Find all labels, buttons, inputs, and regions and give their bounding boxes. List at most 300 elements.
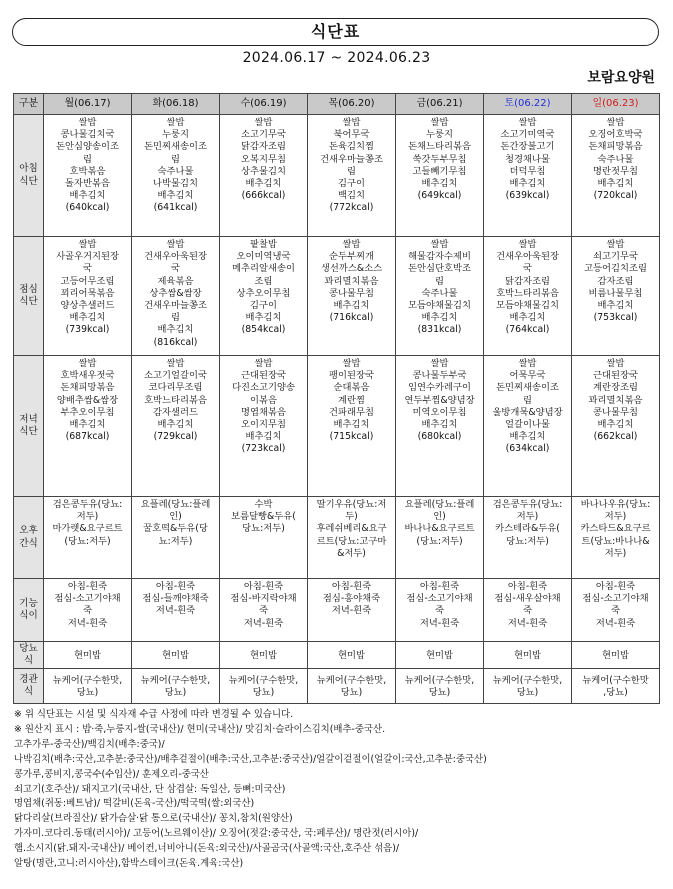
row-label-line: 식단: [19, 296, 38, 307]
menu-item: 돈채피망볶음: [588, 141, 643, 153]
menu-item: 울방개묵&양념장: [492, 406, 563, 418]
menu-item: 꾀리어묵볶음: [60, 287, 115, 299]
menu-item: 김구이: [338, 178, 365, 190]
menu-item: 검은콩두유(당뇨:: [52, 499, 123, 510]
menu-item: 배추김치: [333, 419, 370, 431]
menu-item: 아침-흰죽: [507, 581, 548, 592]
menu-item: 죽: [259, 605, 268, 617]
menu-item: 딸기우유(당뇨:저: [316, 499, 387, 510]
menu-item: 명란젓무침: [593, 165, 638, 177]
menu-item: 점심-소고기야채: [406, 593, 473, 605]
note-line: 쇠고기(호주산)/ 돼지고기(국내산, 단 삼겹살: 독일산, 등뼈:미국산): [14, 783, 286, 795]
day-header-tue: 화(06.18): [132, 94, 220, 115]
menu-item: 숙주나물: [597, 153, 634, 165]
menu-item: 쑥갓두부무침: [412, 153, 467, 165]
menu-item: 숙주나물: [421, 287, 458, 299]
menu-item: 뉴케어(구수한맛,: [316, 674, 387, 686]
menu-item: (729kcal): [153, 431, 198, 443]
menu-item: ,당뇨): [603, 687, 628, 698]
menu-item: 팽이된장국: [329, 370, 374, 382]
menu-cell: [308, 642, 396, 669]
menu-item: 감자샐러드: [153, 406, 198, 418]
menu-item: (662kcal): [593, 431, 638, 443]
row-label-line: 간식: [19, 537, 38, 549]
menu-item: 쌀밥: [518, 239, 537, 250]
menu-item: 마가렛&요구르트: [52, 523, 123, 535]
menu-cell: [396, 115, 484, 237]
menu-item: 양상추샐러드: [60, 300, 115, 312]
menu-item: (640kcal): [65, 202, 110, 214]
table-body: [14, 115, 660, 704]
menu-item: 점심-소고기야채: [582, 593, 649, 605]
menu-item: 현미밥: [162, 649, 189, 661]
menu-item: 다진소고기양송: [232, 382, 295, 394]
menu-cell: [44, 115, 132, 237]
row-label-line: 기능: [19, 597, 38, 609]
menu-cell: [308, 356, 396, 497]
menu-item: 배추김치: [509, 431, 546, 443]
menu-item: 저두): [76, 511, 99, 523]
menu-cell: [308, 115, 396, 237]
menu-item: 배추김치: [509, 312, 546, 324]
day-header-thu: 목(06.20): [308, 94, 396, 115]
menu-item: 아침-흰죽: [331, 581, 372, 592]
menu-item: 꽈리멸치볶음: [588, 394, 643, 406]
note-line: 콩가루,콩비지,콩국수(수입산)/ 훈제오리-중국산: [14, 768, 209, 780]
menu-cell: [132, 237, 220, 356]
menu-item: (723kcal): [241, 443, 286, 455]
menu-item: 돈안심단호박조: [408, 263, 471, 275]
note-line: 가자미.코다리.동태(러시아)/ 고등어(노르웨이산)/ 오징어(젓갈:중국산, 국:페루산)/ 명란젓(러시아)/: [14, 828, 419, 840]
menu-item: (680kcal): [417, 431, 462, 443]
menu-item: 계란찜: [338, 394, 365, 406]
menu-item: 쌀밥: [518, 117, 537, 128]
menu-item: 쌀밥: [430, 358, 449, 369]
menu-item: &저두): [337, 547, 366, 559]
menu-cell: [132, 669, 220, 704]
menu-item: 쌀밥: [342, 239, 361, 250]
menu-cell: [484, 115, 572, 237]
menu-item: 돈민찌새송이조: [144, 141, 207, 153]
menu-item: 당뇨): [340, 687, 363, 698]
menu-cell: [308, 579, 396, 642]
menu-item: 림: [523, 394, 532, 406]
menu-item: 아침-흰죽: [243, 581, 284, 592]
menu-item: 제육볶음: [157, 275, 194, 287]
menu-item: (854kcal): [241, 324, 286, 336]
menu-item: 뉴케어(구수한맛,: [404, 674, 475, 686]
menu-item: 소고기무국: [241, 129, 286, 141]
menu-item: 바나나&요구르트: [404, 523, 475, 535]
menu-item: 숙주나물: [157, 165, 194, 177]
menu-item: 배추김치: [245, 312, 282, 324]
menu-cell: [132, 642, 220, 669]
menu-cell: [396, 642, 484, 669]
row-label-line: 식: [23, 686, 34, 697]
menu-item: 현미밥: [426, 649, 453, 661]
table-row-dinner: [14, 356, 660, 497]
menu-item: (715kcal): [329, 431, 374, 443]
menu-cell: [484, 669, 572, 704]
menu-item: 콩나물무침: [329, 287, 374, 299]
corner-header: 구분: [14, 94, 44, 115]
menu-cell: [220, 237, 308, 356]
menu-item: 쌀밥: [606, 358, 625, 369]
menu-item: 배추김치: [69, 419, 106, 431]
menu-cell: [44, 642, 132, 669]
menu-item: 현미밥: [602, 649, 629, 661]
menu-item: 미역오이무침: [412, 406, 467, 418]
menu-item: 돈채느타리볶음: [408, 141, 471, 153]
menu-item: 인): [433, 511, 446, 523]
menu-item: 당뇨): [164, 687, 187, 698]
menu-item: 돌자반볶음: [65, 178, 110, 190]
menu-cell: [132, 115, 220, 237]
menu-item: (687kcal): [65, 431, 110, 443]
menu-cell: [132, 356, 220, 497]
table-row-diabetic-diet: [14, 642, 660, 669]
menu-item: 뉴케어(구수한맛: [582, 674, 649, 686]
menu-cell: [308, 497, 396, 579]
menu-item: 비름나물무침: [588, 287, 643, 299]
menu-cell: [220, 497, 308, 579]
menu-item: 쌀밥: [430, 117, 449, 128]
menu-item: 근대된장국: [593, 370, 638, 382]
menu-item: 저두): [516, 511, 539, 523]
menu-item: 배추김치: [69, 312, 106, 324]
menu-item: 건새우마늘쫑조: [144, 300, 207, 312]
menu-item: (831kcal): [417, 324, 462, 336]
menu-item: 고등어김치조림: [584, 263, 647, 275]
menu-item: 소고기얼갈이국: [144, 370, 207, 382]
menu-item: 조림: [254, 275, 273, 287]
menu-item: (816kcal): [153, 336, 198, 348]
menu-item: (753kcal): [593, 312, 638, 324]
menu-item: 닭감자조림: [241, 141, 286, 153]
menu-item: 저두): [604, 547, 627, 559]
menu-cell: [396, 497, 484, 579]
menu-item: 건새우아욱된장: [496, 251, 559, 263]
table-header: [14, 94, 660, 115]
menu-item: 더덕무침: [509, 165, 546, 177]
menu-item: (764kcal): [505, 324, 550, 336]
menu-item: (당뇨:저두): [416, 535, 463, 547]
row-label-line: 식: [23, 655, 34, 666]
menu-cell: [572, 237, 660, 356]
menu-item: 당뇨): [252, 687, 275, 698]
menu-item: 림: [171, 153, 180, 165]
note-line: ※ 위 식단표는 시설 및 식자재 수급 사정에 따라 변경될 수 있습니다.: [14, 709, 294, 720]
menu-item: 인): [169, 511, 182, 523]
menu-item: 양배추쌈&쌈장: [56, 394, 119, 406]
menu-cell: [132, 497, 220, 579]
menu-title-box: [12, 18, 659, 46]
menu-item: 죽: [83, 605, 92, 617]
menu-item: 오복지무침: [241, 153, 286, 165]
menu-item: 사골우거지된장: [56, 251, 119, 263]
menu-item: (720kcal): [593, 190, 638, 202]
menu-item: 두): [345, 511, 358, 523]
menu-item: 트(당뇨:바나나&: [581, 535, 650, 547]
menu-item: 당뇨): [428, 687, 451, 698]
menu-item: 콩나물무침: [593, 406, 638, 418]
menu-cell: [308, 669, 396, 704]
menu-item: 현미밥: [514, 649, 541, 661]
menu-item: 저녁-흰죽: [419, 617, 460, 629]
row-label-tube-feeding: [14, 669, 44, 704]
menu-item: 배추김치: [69, 190, 106, 202]
day-header-sun: 일(06.23): [572, 94, 660, 115]
menu-item: 저녁-흰죽: [595, 617, 636, 629]
menu-item: 호박느타리볶음: [496, 287, 559, 299]
menu-cell: [308, 237, 396, 356]
menu-item: 고들빼기무침: [412, 165, 467, 177]
menu-item: 쌀밥: [166, 239, 185, 250]
menu-item: 쌀밥: [78, 358, 97, 369]
menu-item: 닭감자조림: [505, 275, 550, 287]
menu-item: 쌀밥: [254, 117, 273, 128]
menu-item: 상추물김치: [241, 165, 286, 177]
menu-item: (739kcal): [65, 324, 110, 336]
menu-item: 당뇨:저두): [242, 523, 285, 535]
menu-item: 현미밥: [338, 649, 365, 661]
table-row-breakfast: [14, 115, 660, 237]
menu-item: 국: [83, 263, 92, 275]
menu-item: 계란장조림: [593, 382, 638, 394]
note-line: 고추가루-중국산)/백김치(배추:중국)/: [14, 738, 165, 750]
menu-cell: [132, 579, 220, 642]
menu-item: 아침-흰죽: [419, 581, 460, 592]
row-label-line: 아침: [19, 163, 38, 175]
menu-cell: [396, 669, 484, 704]
menu-item: 뉴케어(구수한맛,: [492, 674, 563, 686]
menu-item: 호박느타리볶음: [144, 394, 207, 406]
menu-cell: [484, 497, 572, 579]
menu-item: 순대볶음: [333, 382, 370, 394]
row-label-line: 경관: [19, 673, 38, 685]
menu-item: (634kcal): [505, 443, 550, 455]
table-row-lunch: [14, 237, 660, 356]
menu-item: 뉴케어(구수한맛,: [140, 674, 211, 686]
menu-item: 모듬야채물김치: [408, 300, 471, 312]
menu-cell: [220, 115, 308, 237]
menu-cell: [484, 356, 572, 497]
menu-item: 소고기미역국: [500, 129, 555, 141]
menu-item: (649kcal): [417, 190, 462, 202]
header-row: [14, 94, 660, 115]
menu-cell: [572, 356, 660, 497]
menu-item: 배추김치: [245, 178, 282, 190]
menu-cell: [220, 669, 308, 704]
menu-item: 점심-바지락야채: [230, 593, 297, 605]
row-label-line: 식단: [19, 175, 38, 187]
menu-item: 림: [171, 312, 180, 324]
menu-item: 나박물김치: [153, 178, 198, 190]
menu-cell: [396, 579, 484, 642]
day-header-fri: 금(06.21): [396, 94, 484, 115]
menu-item: 팥찰밥: [250, 239, 277, 250]
menu-item: 쌀밥: [166, 358, 185, 369]
row-label-lunch: [14, 237, 44, 356]
table-row-tube-feeding: [14, 669, 660, 704]
menu-item: 쌀밥: [518, 358, 537, 369]
menu-cell: [44, 237, 132, 356]
menu-item: 쌀밥: [166, 117, 185, 128]
menu-item: 점심-들깨야채죽: [142, 593, 209, 605]
menu-item: 현미밥: [250, 649, 277, 661]
menu-item: 저녁-흰죽: [155, 605, 196, 617]
menu-cell: [44, 669, 132, 704]
menu-item: 꿀호떡&두유(당: [143, 523, 208, 535]
menu-item: 카스테라&두유(: [495, 523, 560, 535]
menu-cell: [572, 579, 660, 642]
menu-item: 쌀밥: [78, 117, 97, 128]
menu-item: 바나나우유(당뇨:: [580, 499, 651, 510]
menu-item: 죽: [523, 605, 532, 617]
menu-item: 뉴케어(구수한맛,: [52, 674, 123, 686]
row-label-line: 저녁: [19, 413, 38, 425]
menu-item: 김구이: [250, 300, 277, 312]
menu-item: 생선까스&소스: [320, 263, 383, 275]
menu-cell: [220, 579, 308, 642]
menu-item: 청경채나물: [505, 153, 550, 165]
menu-item: 근대된장국: [241, 370, 286, 382]
menu-item: 호박볶음: [69, 165, 106, 177]
menu-item: 죽: [435, 605, 444, 617]
menu-item: 배추김치: [421, 312, 458, 324]
menu-item: 건새우마늘쫑조: [320, 153, 383, 165]
row-label-line: 식단: [19, 426, 38, 437]
organization-name: 보람요양원: [587, 70, 655, 86]
menu-item: 순두부찌개: [329, 251, 374, 263]
menu-item: 북어무국: [333, 129, 370, 141]
menu-item: 뉴케어(구수한맛,: [228, 674, 299, 686]
note-line: 햄.소시지(닭.돼지-국내산)/ 베이컨,너비아니(돈육:외국산)/사골곰국(사골액:국산,호주산 섞음)/: [14, 843, 400, 855]
menu-item: 누룽지: [426, 129, 453, 141]
menu-item: 상추오이무침: [236, 287, 291, 299]
row-label-line: 점심: [19, 283, 38, 295]
menu-item: 코다리무조림: [148, 382, 203, 394]
menu-item: 꽈리멸치볶음: [324, 275, 379, 287]
menu-cell: [572, 642, 660, 669]
menu-item: 배추김치: [245, 431, 282, 443]
menu-item: 저녁-흰죽: [507, 617, 548, 629]
menu-item: 수박: [254, 499, 273, 510]
menu-item: 국: [171, 263, 180, 275]
note-line: ※ 원산지 표시 : 밥·죽,누룽지-쌀(국내산)/ 현미(국내산)/ 맛김치·슬라이스김치(배추-중국산.: [14, 723, 386, 735]
menu-item: 감자조림: [597, 275, 634, 287]
menu-item: 카스타드&요구르: [580, 523, 651, 535]
menu-item: 점심-소고기야채: [54, 593, 121, 605]
menu-item: 요플레(당뇨:플레: [404, 499, 475, 510]
menu-item: (716kcal): [329, 312, 374, 324]
menu-cell: [572, 115, 660, 237]
menu-item: 상추쌈&쌈장: [149, 287, 202, 299]
menu-item: 림: [347, 165, 356, 177]
menu-item: 쌀밥: [606, 117, 625, 128]
menu-item: 오이미역냉국: [236, 251, 291, 263]
note-line: 나박김치(배추:국산,고추분:중국산)/배추겉절이(배추:국산,고추분:중국산)/얼갈이겉절이(얼갈이:국산,고추분:중국산): [14, 753, 487, 765]
menu-item: (772kcal): [329, 202, 374, 214]
menu-cell: [572, 669, 660, 704]
menu-item: 이볶음: [250, 394, 277, 406]
menu-item: 점심-흥야채죽: [322, 593, 381, 605]
menu-cell: [44, 356, 132, 497]
menu-cell: [44, 497, 132, 579]
menu-item: 저녁-흰죽: [67, 617, 108, 629]
menu-item: 배추김치: [421, 178, 458, 190]
menu-item: 백김치: [338, 190, 365, 202]
menu-item: (당뇨:저두): [64, 535, 111, 547]
note-line: 알탕(명란,고니:러시아산),함박스테이크(돈육.계육:국산): [14, 858, 244, 870]
menu-item: 죽: [611, 605, 620, 617]
menu-item: 아침-흰죽: [67, 581, 108, 592]
menu-item: 아침-흰죽: [155, 581, 196, 592]
menu-item: 검은콩두유(당뇨:: [492, 499, 563, 510]
menu-cell: [220, 356, 308, 497]
menu-cell: [396, 237, 484, 356]
menu-item: 메추리알새송이: [232, 263, 295, 275]
row-label-dinner: [14, 356, 44, 497]
menu-item: 쇠고기무국: [593, 251, 638, 263]
menu-item: 쌀밥: [342, 358, 361, 369]
menu-item: 오이지무침: [241, 419, 286, 431]
menu-item: 림: [435, 275, 444, 287]
menu-item: 돈육김치찜: [329, 141, 374, 153]
menu-item: 후레쉬베리&요구: [316, 523, 387, 535]
weekly-menu-table: [13, 93, 660, 704]
menu-period: 2024.06.17 ~ 2024.06.23: [242, 50, 431, 66]
menu-item: 당뇨): [76, 687, 99, 698]
menu-item: 명엽채볶음: [241, 406, 286, 418]
menu-item: 저녁-흰죽: [331, 605, 372, 617]
row-label-soft-diet: [14, 579, 44, 642]
menu-item: 고등어무조림: [60, 275, 115, 287]
notes-section: [14, 708, 666, 872]
day-header-sat: 토(06.22): [484, 94, 572, 115]
menu-item: 건새우아욱된장: [144, 251, 207, 263]
menu-item: 뇨:저두): [158, 535, 193, 547]
menu-item: 당뇨:저두): [506, 535, 549, 547]
menu-item: 콩나물김치국: [60, 129, 115, 141]
menu-item: (666kcal): [241, 190, 286, 202]
menu-item: 배추김치: [421, 419, 458, 431]
menu-item: 배추김치: [157, 190, 194, 202]
menu-item: 돈민찌새송이조: [496, 382, 559, 394]
menu-item: 배추김치: [333, 300, 370, 312]
menu-item: 누룽지: [162, 129, 189, 141]
menu-item: 쌀밥: [606, 239, 625, 250]
menu-item: 해물감자수제비: [408, 251, 471, 263]
menu-item: 어묵무국: [509, 370, 546, 382]
menu-item: 배추김치: [597, 300, 634, 312]
table-row-soft-diet: [14, 579, 660, 642]
menu-cell: [220, 642, 308, 669]
menu-item: 배추김치: [597, 419, 634, 431]
menu-item: 저녁-흰죽: [243, 617, 284, 629]
table-row-snack: [14, 497, 660, 579]
menu-item: 아침-흰죽: [595, 581, 636, 592]
row-label-line: 식이: [19, 610, 38, 621]
menu-cell: [484, 579, 572, 642]
day-header-wed: 수(06.19): [220, 94, 308, 115]
menu-item: 돈안심양송이조: [56, 141, 119, 153]
menu-item: 르트(당뇨:고구마: [316, 535, 387, 547]
menu-item: 배추김치: [509, 178, 546, 190]
menu-item: 임연수카레구이: [408, 382, 471, 394]
menu-item: 국: [523, 263, 532, 275]
menu-item: 연두부찜&양념장: [404, 394, 475, 406]
